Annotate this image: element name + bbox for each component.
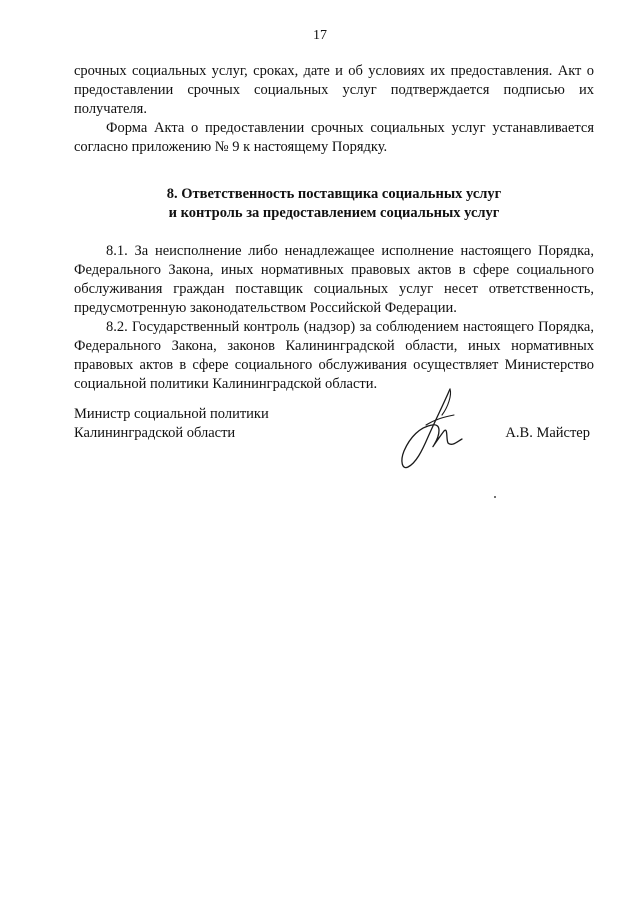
section-heading-line-1: 8. Ответственность поставщика социальных услуг bbox=[166, 186, 502, 202]
signer-title-line-1: Министр социальной политики bbox=[74, 406, 269, 422]
signer-title bbox=[74, 405, 269, 443]
signer-name: А.В. Майстер bbox=[505, 425, 590, 441]
document-body bbox=[74, 62, 594, 394]
paragraph-acts-info: срочных социальных услуг, сроках, дате и об условиях их предоставления. Акт о предоставлении срочных социальных услуг подтверждается подписью их получателя. bbox=[74, 63, 594, 117]
scan-speck bbox=[494, 496, 496, 498]
section-heading bbox=[74, 185, 594, 223]
paragraph-act-form: Форма Акта о предоставлении срочных социальных услуг устанавливается согласно приложению № 9 к настоящему Порядку. bbox=[74, 120, 594, 155]
signer-title-line-2: Калининградской области bbox=[74, 425, 236, 441]
signature-block bbox=[74, 405, 594, 475]
paragraph-8-1-responsibility: 8.1. За неисполнение либо ненадлежащее исполнение настоящего Порядка, Федерального Закона, иных нормативных правовых актов в сфере социального обслуживания граждан поставщик социальных услуг несет ответственность, предусмотренную законодательством Российской Федерации. bbox=[74, 243, 594, 316]
section-heading-line-2: и контроль за предоставлением социальных услуг bbox=[168, 205, 500, 221]
handwritten-signature-icon bbox=[392, 385, 482, 475]
paragraph-8-2-state-control: 8.2. Государственный контроль (надзор) за соблюдением настоящего Порядка, Федерального Закона, законов Калининградской области, иных нормативных правовых актов в сфере социального обслуживания осуществляет Министерство социальной политики Калининградской области. bbox=[74, 319, 594, 392]
page-number: 17 bbox=[313, 28, 327, 43]
